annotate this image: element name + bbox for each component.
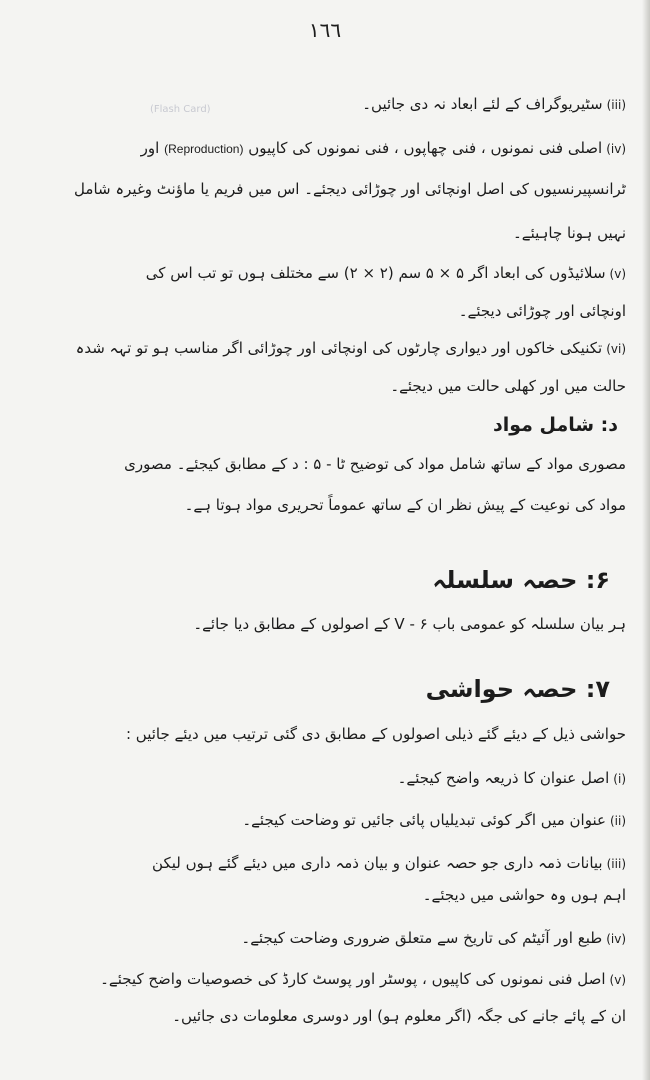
text-line: (vi)تکنیکی خاکوں اور دیواری چارٹوں کی اونچائی اور چوڑائی اگر مناسب ہو تو تہہ شدہ: [75, 339, 626, 357]
text-line: حواشی ذیل کے دیئے گئے ذیلی اصولوں کے مطابق دی گئی ترتیب میں دیئے جائیں :: [125, 725, 626, 743]
text-line: مواد کی نوعیت کے پیش نظر ان کے ساتھ عموماً تحریری مواد ہوتا ہے۔: [184, 496, 626, 514]
text-line: نہیں ہونا چاہیئے۔: [513, 224, 626, 242]
text-line: اہم ہوں وہ حواشی میں دیجئے۔: [422, 886, 626, 904]
show-through-text: (Flash Card): [150, 104, 211, 115]
section-heading-7: ۷: حصہ حواشی: [425, 675, 610, 703]
text-line: (ii)عنوان میں اگر کوئی تبدیلیاں پائی جائیں تو وضاحت کیجئے۔: [242, 811, 626, 829]
text-line: حالت میں اور کھلی حالت میں دیجئے۔: [390, 377, 626, 395]
text-line: (iii)بیانات ذمہ داری جو حصہ عنوان و بیان ذمہ داری میں دیئے گئے ہوں لیکن: [152, 854, 626, 872]
text-line: (iii)سٹیریوگراف کے لئے ابعاد نہ دی جائیں۔: [362, 95, 626, 113]
text-line: ان کے پائے جانے کی جگہ (اگر معلوم ہو) اور دوسری معلومات دی جائیں۔: [172, 1007, 626, 1025]
text-line: (iv)اصلی فنی نمونوں ، فنی چھاپوں ، فنی نمونوں کی کاپیوں (Reproduction) اور: [140, 139, 626, 157]
section-heading-6: ۶: حصہ سلسلہ: [432, 566, 610, 594]
text-line: (v)سلائیڈوں کی ابعاد اگر ۵ × ۵ سم (۲ × ۲) سے مختلف ہوں تو تب اس کی: [145, 264, 626, 282]
section-heading-d: د: شامل مواد: [492, 414, 618, 436]
page-number: ١٦٦: [308, 18, 342, 42]
text-line: (i)اصل عنوان کا ذریعہ واضح کیجئے۔: [397, 769, 626, 787]
text-line: مصوری مواد کے ساتھ شامل مواد کی توضیح ٹا - ۵ : د کے مطابق کیجئے۔ مصوری: [124, 455, 626, 473]
text-line: ہر بیان سلسلہ کو عمومی باب V - ۶ کے اصولوں کے مطابق دیا جائے۔: [193, 615, 626, 633]
text-line: (v)اصل فنی نمونوں کی کاپیوں ، پوسٹر اور پوسٹ کارڈ کی خصوصیات واضح کیجئے۔: [100, 970, 626, 988]
text-line: (iv)طبع اور آئیٹم کی تاریخ سے متعلق ضروری وضاحت کیجئے۔: [241, 929, 626, 947]
text-line: اونچائی اور چوڑائی دیجئے۔: [458, 302, 626, 320]
text-line: ٹرانسپیرنسیوں کی اصل اونچائی اور چوڑائی دیجئے۔ اس میں فریم یا ماؤنٹ وغیرہ شامل: [74, 180, 626, 198]
